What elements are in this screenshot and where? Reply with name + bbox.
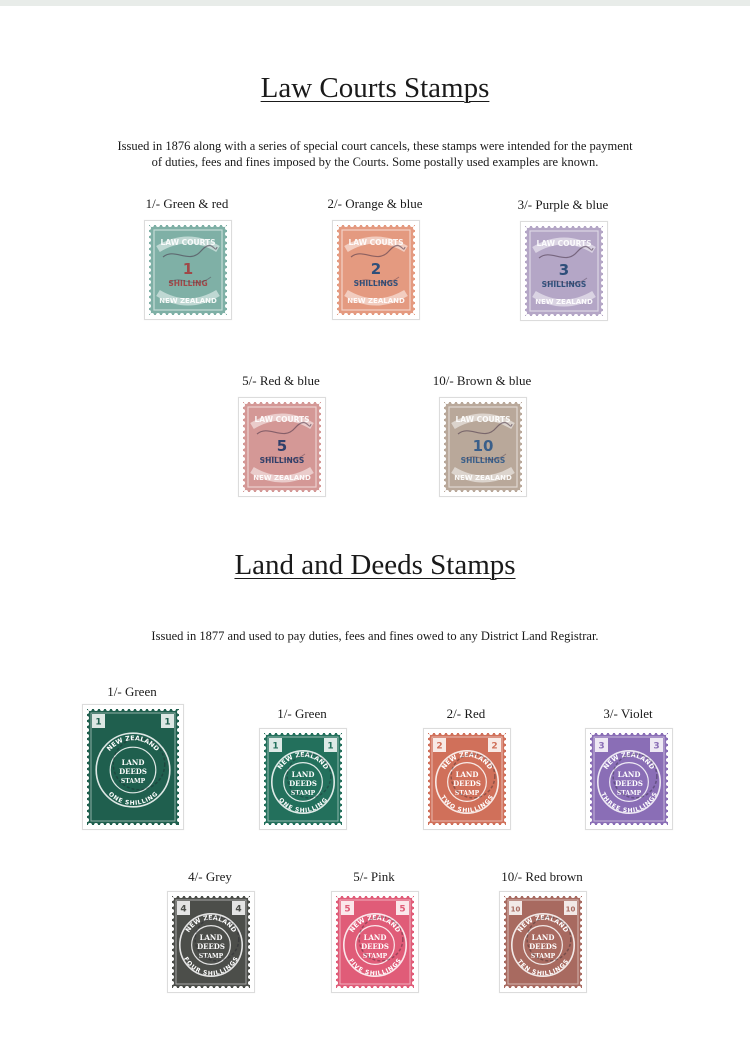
ring-top-text: NEW ZEALAND (515, 913, 571, 934)
land-deeds-stamp-image (590, 733, 668, 825)
stamp-value-word: SHILLINGS (259, 456, 305, 465)
stamp-mount (499, 891, 587, 993)
stamp-value: 5 (276, 437, 288, 455)
corner-value-left: 3 (598, 741, 605, 752)
center-word-deeds: DEEDS (529, 942, 557, 951)
stamp-top-text: LAW COURTS (348, 238, 404, 247)
land-deeds-stamp-5s (322, 869, 426, 997)
stamp-mount (423, 728, 511, 830)
center-word-deeds: DEEDS (615, 779, 643, 788)
ring-top-text: NEW ZEALAND (439, 750, 495, 771)
stamp-caption: 2/- Red (446, 706, 486, 721)
law-courts-stamp-image (243, 402, 321, 492)
stamp-mount (259, 728, 347, 830)
center-word-stamp: STAMP (120, 778, 146, 785)
corner-value-right: 2 (491, 741, 498, 752)
land-deeds-stamp-1s-a (80, 684, 184, 832)
ring-bottom-text: FIVE SHILLINGS (347, 957, 403, 978)
stamp-bottom-text: NEW ZEALAND (347, 297, 405, 305)
corner-value-left: 1 (95, 717, 102, 728)
center-word-land: LAND (121, 758, 145, 767)
ring-bottom-text: TWO SHILLINGS (438, 794, 496, 815)
stamp-caption: 3/- Purple & blue (517, 197, 609, 212)
law-courts-stamp-3s (498, 197, 628, 323)
corner-value-left: 2 (436, 741, 443, 752)
corner-value-left: 4 (180, 904, 187, 915)
center-word-deeds: DEEDS (119, 767, 147, 776)
center-word-deeds: DEEDS (289, 779, 317, 788)
center-word-stamp: STAMP (290, 790, 316, 797)
stamp-mount (144, 220, 232, 320)
law-courts-stamp-image (149, 225, 227, 315)
law-courts-stamp-image (337, 225, 415, 315)
ring-bottom-text: TEN SHILLINGS (515, 958, 571, 978)
stamp-top-text: LAW COURTS (455, 415, 511, 424)
land-deeds-stamp-image (87, 709, 179, 825)
corner-value-left: 5 (344, 904, 351, 915)
ring-bottom-text: THREE SHILLINGS (599, 791, 659, 815)
stamp-caption: 1/- Green & red (145, 196, 229, 211)
stamp-top-text: LAW COURTS (254, 415, 310, 424)
corner-value-left: 10 (510, 905, 521, 914)
corner-value-right: 4 (235, 904, 242, 915)
corner-value-right: 1 (164, 717, 171, 728)
stamp-mount (585, 728, 673, 830)
stamp-caption: 5/- Pink (353, 869, 395, 884)
center-word-stamp: STAMP (198, 953, 224, 960)
stamp-bottom-text: NEW ZEALAND (253, 474, 311, 482)
ring-bottom-text: ONE SHILLING (277, 796, 329, 815)
stamp-caption: 3/- Violet (603, 706, 653, 721)
stamp-mount (439, 397, 527, 497)
law-courts-stamp-1s (122, 196, 252, 322)
stamp-bottom-text: NEW ZEALAND (159, 297, 217, 305)
ring-top-text: NEW ZEALAND (183, 913, 239, 934)
stamp-mount (331, 891, 419, 993)
stamp-caption: 4/- Grey (188, 869, 232, 884)
corner-value-left: 1 (272, 741, 279, 752)
stamp-value-word: SHILLINGS (541, 280, 587, 289)
land-deeds-stamp-image (336, 896, 414, 988)
corner-value-right: 10 (565, 905, 576, 914)
law-courts-stamp-image (444, 402, 522, 492)
center-word-land: LAND (455, 770, 479, 779)
stamp-value-word: SHILLING (168, 279, 208, 288)
law-courts-stamp-2s (310, 196, 440, 322)
stamp-caption: 10/- Red brown (501, 869, 583, 884)
stamp-mount (238, 397, 326, 497)
stamp-value: 10 (472, 437, 494, 455)
stamp-mount (520, 221, 608, 321)
stamp-mount (167, 891, 255, 993)
center-word-land: LAND (617, 770, 641, 779)
stamp-caption: 1/- Green (277, 706, 327, 721)
ring-bottom-text: ONE SHILLING (106, 790, 160, 807)
stamp-mount (332, 220, 420, 320)
center-word-deeds: DEEDS (361, 942, 389, 951)
corner-value-right: 1 (327, 741, 334, 752)
land-deeds-stamp-image (264, 733, 342, 825)
center-word-land: LAND (531, 933, 555, 942)
land-deeds-stamp-image (504, 896, 582, 988)
center-word-deeds: DEEDS (453, 779, 481, 788)
page-top-edge (0, 0, 750, 6)
land-deeds-stamp-image (428, 733, 506, 825)
stamp-value-word: SHILLINGS (460, 456, 506, 465)
center-word-deeds: DEEDS (197, 942, 225, 951)
land-deeds-stamp-3s (576, 706, 680, 832)
center-word-stamp: STAMP (530, 953, 556, 960)
stamp-top-text: LAW COURTS (160, 238, 216, 247)
land-deeds-stamp-2s (414, 706, 518, 832)
stamp-mount (82, 704, 184, 830)
ring-top-text: NEW ZEALAND (275, 750, 331, 771)
stamp-value: 2 (370, 260, 382, 278)
land-deeds-stamp-10s (490, 869, 594, 997)
land-deeds-stamp-image (172, 896, 250, 988)
stamp-bottom-text: NEW ZEALAND (535, 298, 593, 306)
ring-top-text: NEW ZEALAND (601, 750, 657, 771)
land-deeds-stamp-4s (158, 869, 262, 997)
land-deeds-title: Land and Deeds Stamps (234, 549, 516, 581)
ring-top-text: NEW ZEALAND (347, 913, 403, 934)
land-deeds-intro: Issued in 1877 and used to pay duties, fees and fines owed to any District Land Registrar. (151, 629, 599, 643)
law-courts-intro-line1: Issued in 1876 along with a series of special court cancels, these stamps were intended for the payment (117, 139, 633, 153)
stamp-caption: 1/- Green (107, 684, 157, 699)
stamp-caption: 10/- Brown & blue (432, 373, 532, 388)
law-courts-intro-line2: of duties, fees and fines imposed by the Courts. Some postally used examples are known. (151, 155, 599, 169)
stamp-value: 1 (182, 260, 194, 278)
land-deeds-stamp-1s-b (250, 706, 354, 832)
stamp-bottom-text: NEW ZEALAND (454, 474, 512, 482)
center-word-stamp: STAMP (616, 790, 642, 797)
stamp-value-word: SHILLINGS (353, 279, 399, 288)
ring-top-text: NEW ZEALAND (105, 734, 161, 753)
corner-value-right: 5 (399, 904, 406, 915)
center-word-land: LAND (199, 933, 223, 942)
law-courts-stamp-5s (216, 373, 346, 499)
center-word-stamp: STAMP (362, 953, 388, 960)
center-word-land: LAND (291, 770, 315, 779)
ring-bottom-text: FOUR SHILLINGS (182, 955, 240, 978)
stamp-value: 3 (558, 261, 570, 279)
stamp-top-text: LAW COURTS (536, 239, 592, 248)
law-courts-stamp-10s (404, 373, 560, 499)
law-courts-intro (60, 138, 690, 170)
law-courts-stamp-image (525, 226, 603, 316)
law-courts-title: Law Courts Stamps (260, 72, 490, 104)
center-word-land: LAND (363, 933, 387, 942)
stamp-caption: 5/- Red & blue (242, 373, 320, 388)
corner-value-right: 3 (653, 741, 660, 752)
stamp-caption: 2/- Orange & blue (327, 196, 423, 211)
center-word-stamp: STAMP (454, 790, 480, 797)
